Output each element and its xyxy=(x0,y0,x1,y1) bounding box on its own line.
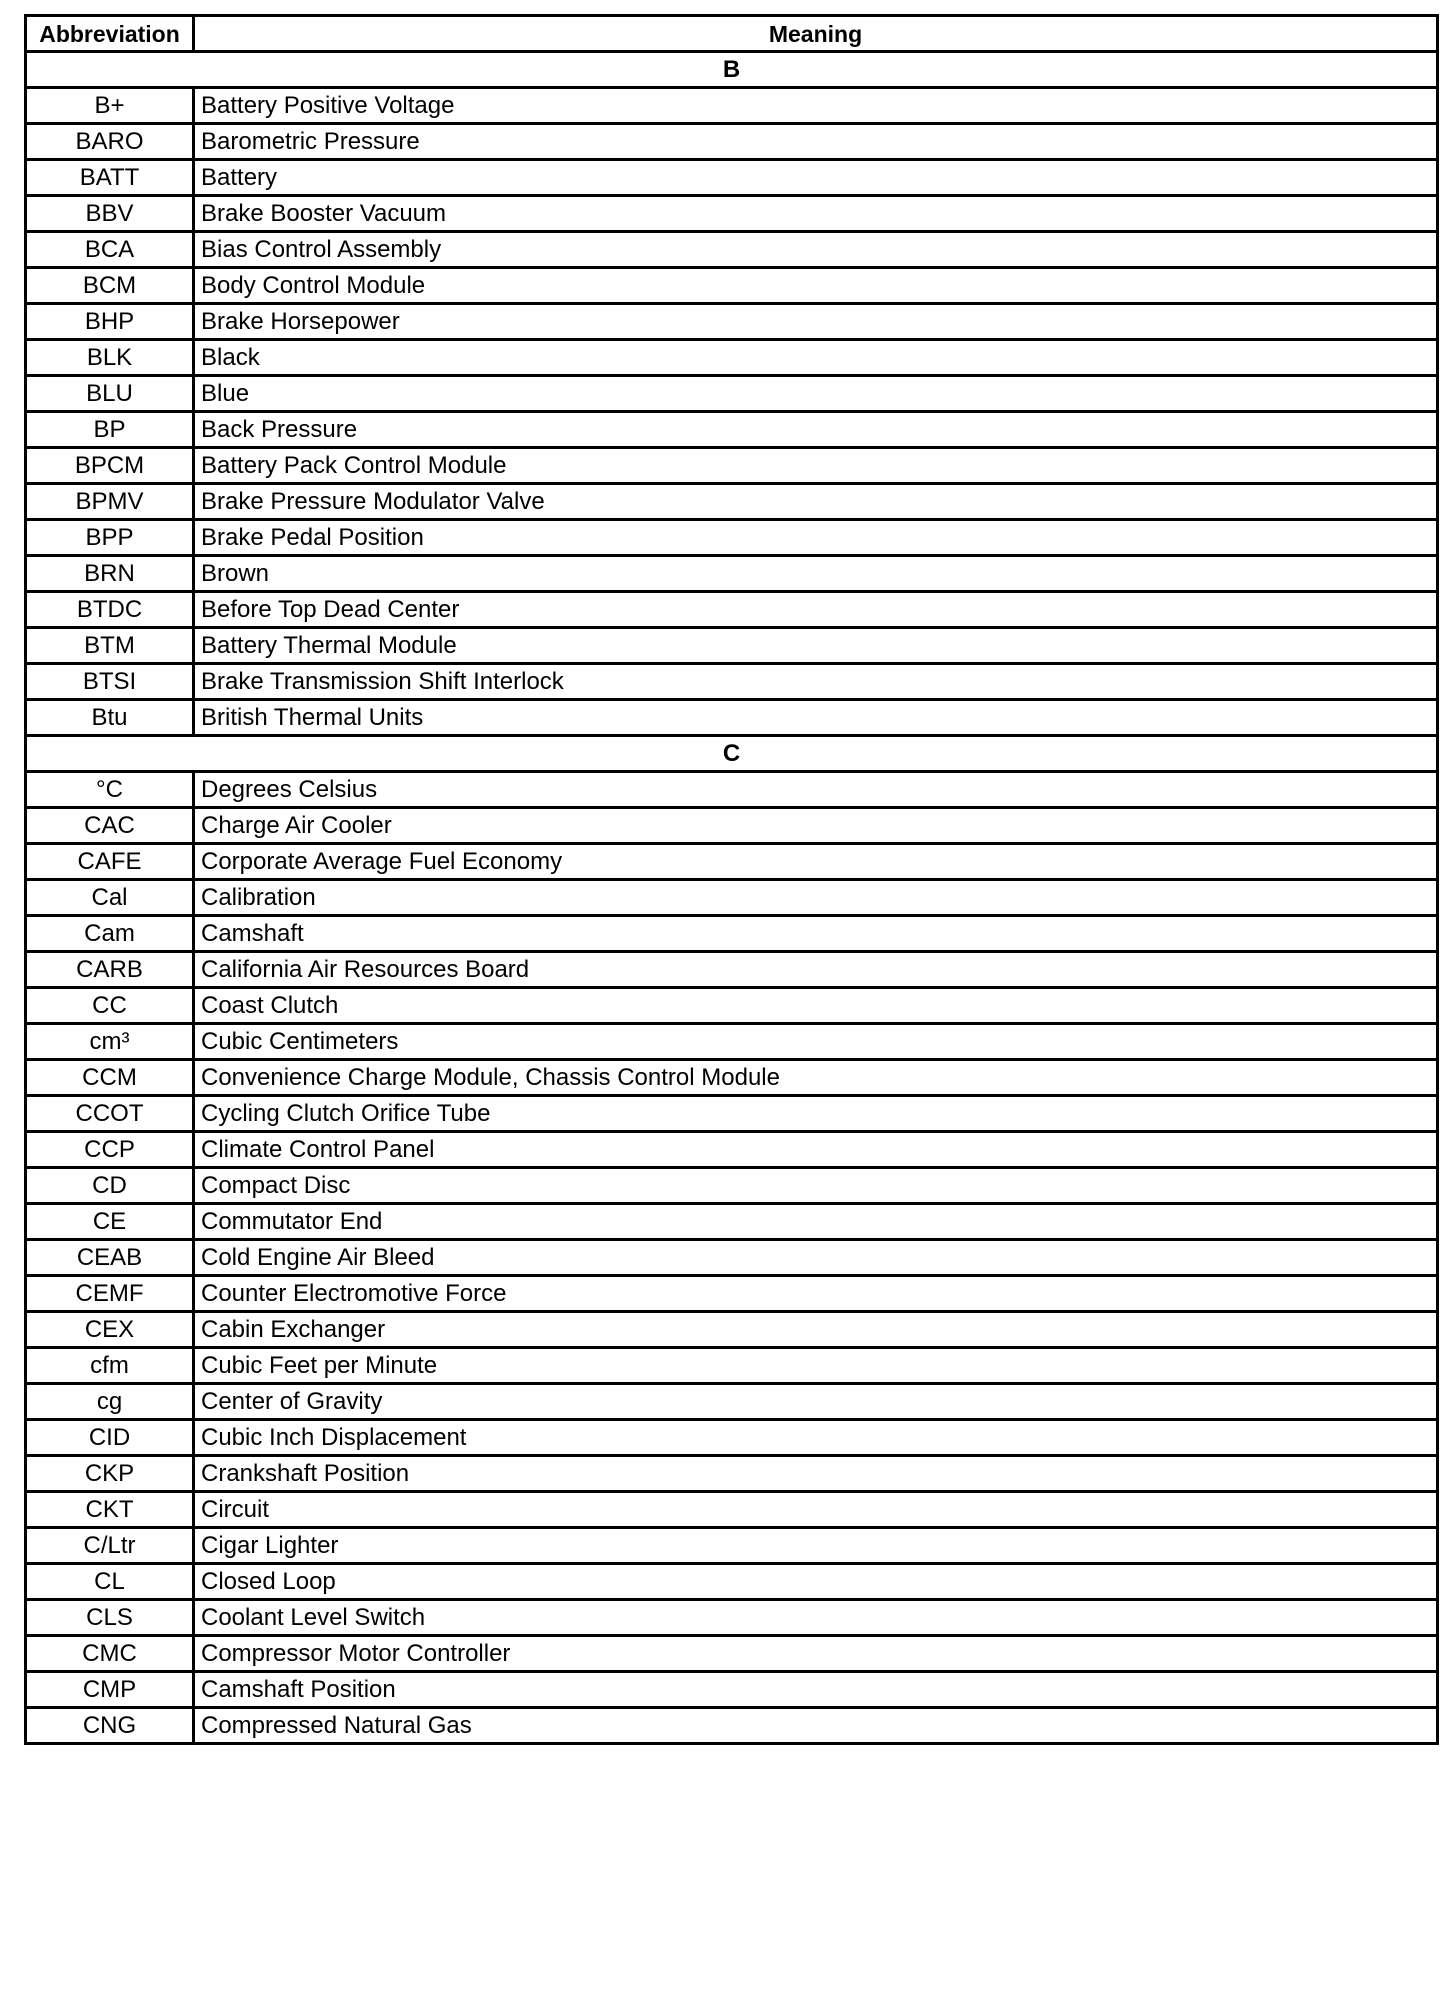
table-row xyxy=(26,160,1438,196)
abbreviation-cell: BARO xyxy=(26,124,194,160)
abbreviation-cell: CMC xyxy=(26,1636,194,1672)
table-row xyxy=(26,916,1438,952)
meaning-cell: Crankshaft Position xyxy=(194,1456,1438,1492)
table-row xyxy=(26,1096,1438,1132)
meaning-cell: Camshaft xyxy=(194,916,1438,952)
meaning-cell: Brake Pedal Position xyxy=(194,520,1438,556)
meaning-cell: Cold Engine Air Bleed xyxy=(194,1240,1438,1276)
column-header-meaning: Meaning xyxy=(194,16,1438,52)
table-row xyxy=(26,412,1438,448)
abbreviation-cell: cm³ xyxy=(26,1024,194,1060)
abbreviation-cell: BRN xyxy=(26,556,194,592)
table-row xyxy=(26,628,1438,664)
meaning-cell: Degrees Celsius xyxy=(194,772,1438,808)
meaning-cell: Convenience Charge Module, Chassis Control Module xyxy=(194,1060,1438,1096)
abbreviation-cell: CAFE xyxy=(26,844,194,880)
table-row xyxy=(26,592,1438,628)
abbreviation-cell: CCOT xyxy=(26,1096,194,1132)
table-row xyxy=(26,988,1438,1024)
meaning-cell: Bias Control Assembly xyxy=(194,232,1438,268)
table-row xyxy=(26,1132,1438,1168)
abbreviation-cell: CEMF xyxy=(26,1276,194,1312)
meaning-cell: Compact Disc xyxy=(194,1168,1438,1204)
table-row xyxy=(26,124,1438,160)
abbreviation-cell: CLS xyxy=(26,1600,194,1636)
meaning-cell: Calibration xyxy=(194,880,1438,916)
meaning-cell: Back Pressure xyxy=(194,412,1438,448)
table-row xyxy=(26,196,1438,232)
abbreviation-cell: CMP xyxy=(26,1672,194,1708)
table-row xyxy=(26,556,1438,592)
abbreviation-cell: BTSI xyxy=(26,664,194,700)
abbreviation-cell: cfm xyxy=(26,1348,194,1384)
table-body xyxy=(26,52,1438,1744)
meaning-cell: Blue xyxy=(194,376,1438,412)
abbreviation-cell: Cal xyxy=(26,880,194,916)
table-row xyxy=(26,1276,1438,1312)
meaning-cell: Black xyxy=(194,340,1438,376)
table-row xyxy=(26,268,1438,304)
table-row xyxy=(26,1240,1438,1276)
abbreviation-cell: BCA xyxy=(26,232,194,268)
meaning-cell: Circuit xyxy=(194,1492,1438,1528)
meaning-cell: Cigar Lighter xyxy=(194,1528,1438,1564)
table-row xyxy=(26,1600,1438,1636)
abbreviation-cell: BP xyxy=(26,412,194,448)
table-row xyxy=(26,340,1438,376)
column-header-abbreviation: Abbreviation xyxy=(26,16,194,52)
abbreviation-cell: CL xyxy=(26,1564,194,1600)
meaning-cell: Charge Air Cooler xyxy=(194,808,1438,844)
abbreviation-cell: BHP xyxy=(26,304,194,340)
meaning-cell: Climate Control Panel xyxy=(194,1132,1438,1168)
table-row xyxy=(26,484,1438,520)
table-row xyxy=(26,1528,1438,1564)
table-row xyxy=(26,1564,1438,1600)
abbreviation-cell: CD xyxy=(26,1168,194,1204)
meaning-cell: California Air Resources Board xyxy=(194,952,1438,988)
table-row xyxy=(26,88,1438,124)
meaning-cell: Battery xyxy=(194,160,1438,196)
meaning-cell: Battery Thermal Module xyxy=(194,628,1438,664)
meaning-cell: Commutator End xyxy=(194,1204,1438,1240)
table-row xyxy=(26,700,1438,736)
table-row xyxy=(26,1024,1438,1060)
table-row xyxy=(26,1168,1438,1204)
table-row xyxy=(26,664,1438,700)
abbreviation-cell: CEAB xyxy=(26,1240,194,1276)
meaning-cell: Closed Loop xyxy=(194,1564,1438,1600)
meaning-cell: Compressed Natural Gas xyxy=(194,1708,1438,1744)
table-row xyxy=(26,376,1438,412)
meaning-cell: Brake Horsepower xyxy=(194,304,1438,340)
abbreviation-cell: CKT xyxy=(26,1492,194,1528)
abbreviation-cell: °C xyxy=(26,772,194,808)
meaning-cell: Cabin Exchanger xyxy=(194,1312,1438,1348)
table-row xyxy=(26,304,1438,340)
table-row xyxy=(26,1312,1438,1348)
table-row xyxy=(26,880,1438,916)
abbreviation-table xyxy=(24,14,1439,1745)
abbreviation-cell: CID xyxy=(26,1420,194,1456)
abbreviation-cell: BLK xyxy=(26,340,194,376)
abbreviation-cell: CAC xyxy=(26,808,194,844)
abbreviation-cell: CEX xyxy=(26,1312,194,1348)
meaning-cell: Brown xyxy=(194,556,1438,592)
abbreviation-cell: Cam xyxy=(26,916,194,952)
abbreviation-cell: BTM xyxy=(26,628,194,664)
meaning-cell: Cubic Feet per Minute xyxy=(194,1348,1438,1384)
abbreviation-cell: BATT xyxy=(26,160,194,196)
meaning-cell: Corporate Average Fuel Economy xyxy=(194,844,1438,880)
abbreviation-cell: CCM xyxy=(26,1060,194,1096)
meaning-cell: Brake Pressure Modulator Valve xyxy=(194,484,1438,520)
abbreviation-cell: CE xyxy=(26,1204,194,1240)
abbreviation-cell: C/Ltr xyxy=(26,1528,194,1564)
table-row xyxy=(26,1456,1438,1492)
meaning-cell: Body Control Module xyxy=(194,268,1438,304)
meaning-cell: Center of Gravity xyxy=(194,1384,1438,1420)
header-row xyxy=(26,16,1438,52)
meaning-cell: Barometric Pressure xyxy=(194,124,1438,160)
abbreviation-cell: BPP xyxy=(26,520,194,556)
section-row xyxy=(26,52,1438,88)
meaning-cell: Coolant Level Switch xyxy=(194,1600,1438,1636)
meaning-cell: Brake Booster Vacuum xyxy=(194,196,1438,232)
table-row xyxy=(26,1420,1438,1456)
section-letter: B xyxy=(26,52,1438,88)
abbreviation-cell: CKP xyxy=(26,1456,194,1492)
meaning-cell: Cubic Centimeters xyxy=(194,1024,1438,1060)
abbreviation-cell: BBV xyxy=(26,196,194,232)
table-row xyxy=(26,520,1438,556)
meaning-cell: Compressor Motor Controller xyxy=(194,1636,1438,1672)
abbreviation-cell: BTDC xyxy=(26,592,194,628)
abbreviation-cell: BLU xyxy=(26,376,194,412)
meaning-cell: Brake Transmission Shift Interlock xyxy=(194,664,1438,700)
abbreviation-cell: CCP xyxy=(26,1132,194,1168)
abbreviation-cell: CC xyxy=(26,988,194,1024)
meaning-cell: Battery Positive Voltage xyxy=(194,88,1438,124)
meaning-cell: Counter Electromotive Force xyxy=(194,1276,1438,1312)
table-row xyxy=(26,772,1438,808)
meaning-cell: Before Top Dead Center xyxy=(194,592,1438,628)
meaning-cell: Cubic Inch Displacement xyxy=(194,1420,1438,1456)
table-row xyxy=(26,232,1438,268)
table-row xyxy=(26,1060,1438,1096)
abbreviation-cell: BPCM xyxy=(26,448,194,484)
meaning-cell: Camshaft Position xyxy=(194,1672,1438,1708)
table-row xyxy=(26,1204,1438,1240)
abbreviation-cell: CARB xyxy=(26,952,194,988)
abbreviation-cell: cg xyxy=(26,1384,194,1420)
table-row xyxy=(26,952,1438,988)
section-row xyxy=(26,736,1438,772)
table-row xyxy=(26,1708,1438,1744)
table-row xyxy=(26,448,1438,484)
table-row xyxy=(26,808,1438,844)
table-row xyxy=(26,1672,1438,1708)
abbreviation-cell: BPMV xyxy=(26,484,194,520)
table-row xyxy=(26,1636,1438,1672)
table-row xyxy=(26,1492,1438,1528)
abbreviation-cell: BCM xyxy=(26,268,194,304)
section-letter: C xyxy=(26,736,1438,772)
abbreviation-cell: CNG xyxy=(26,1708,194,1744)
table-row xyxy=(26,1384,1438,1420)
meaning-cell: Battery Pack Control Module xyxy=(194,448,1438,484)
abbreviation-cell: B+ xyxy=(26,88,194,124)
table-row xyxy=(26,1348,1438,1384)
abbreviation-cell: Btu xyxy=(26,700,194,736)
meaning-cell: Coast Clutch xyxy=(194,988,1438,1024)
table-row xyxy=(26,844,1438,880)
meaning-cell: British Thermal Units xyxy=(194,700,1438,736)
meaning-cell: Cycling Clutch Orifice Tube xyxy=(194,1096,1438,1132)
